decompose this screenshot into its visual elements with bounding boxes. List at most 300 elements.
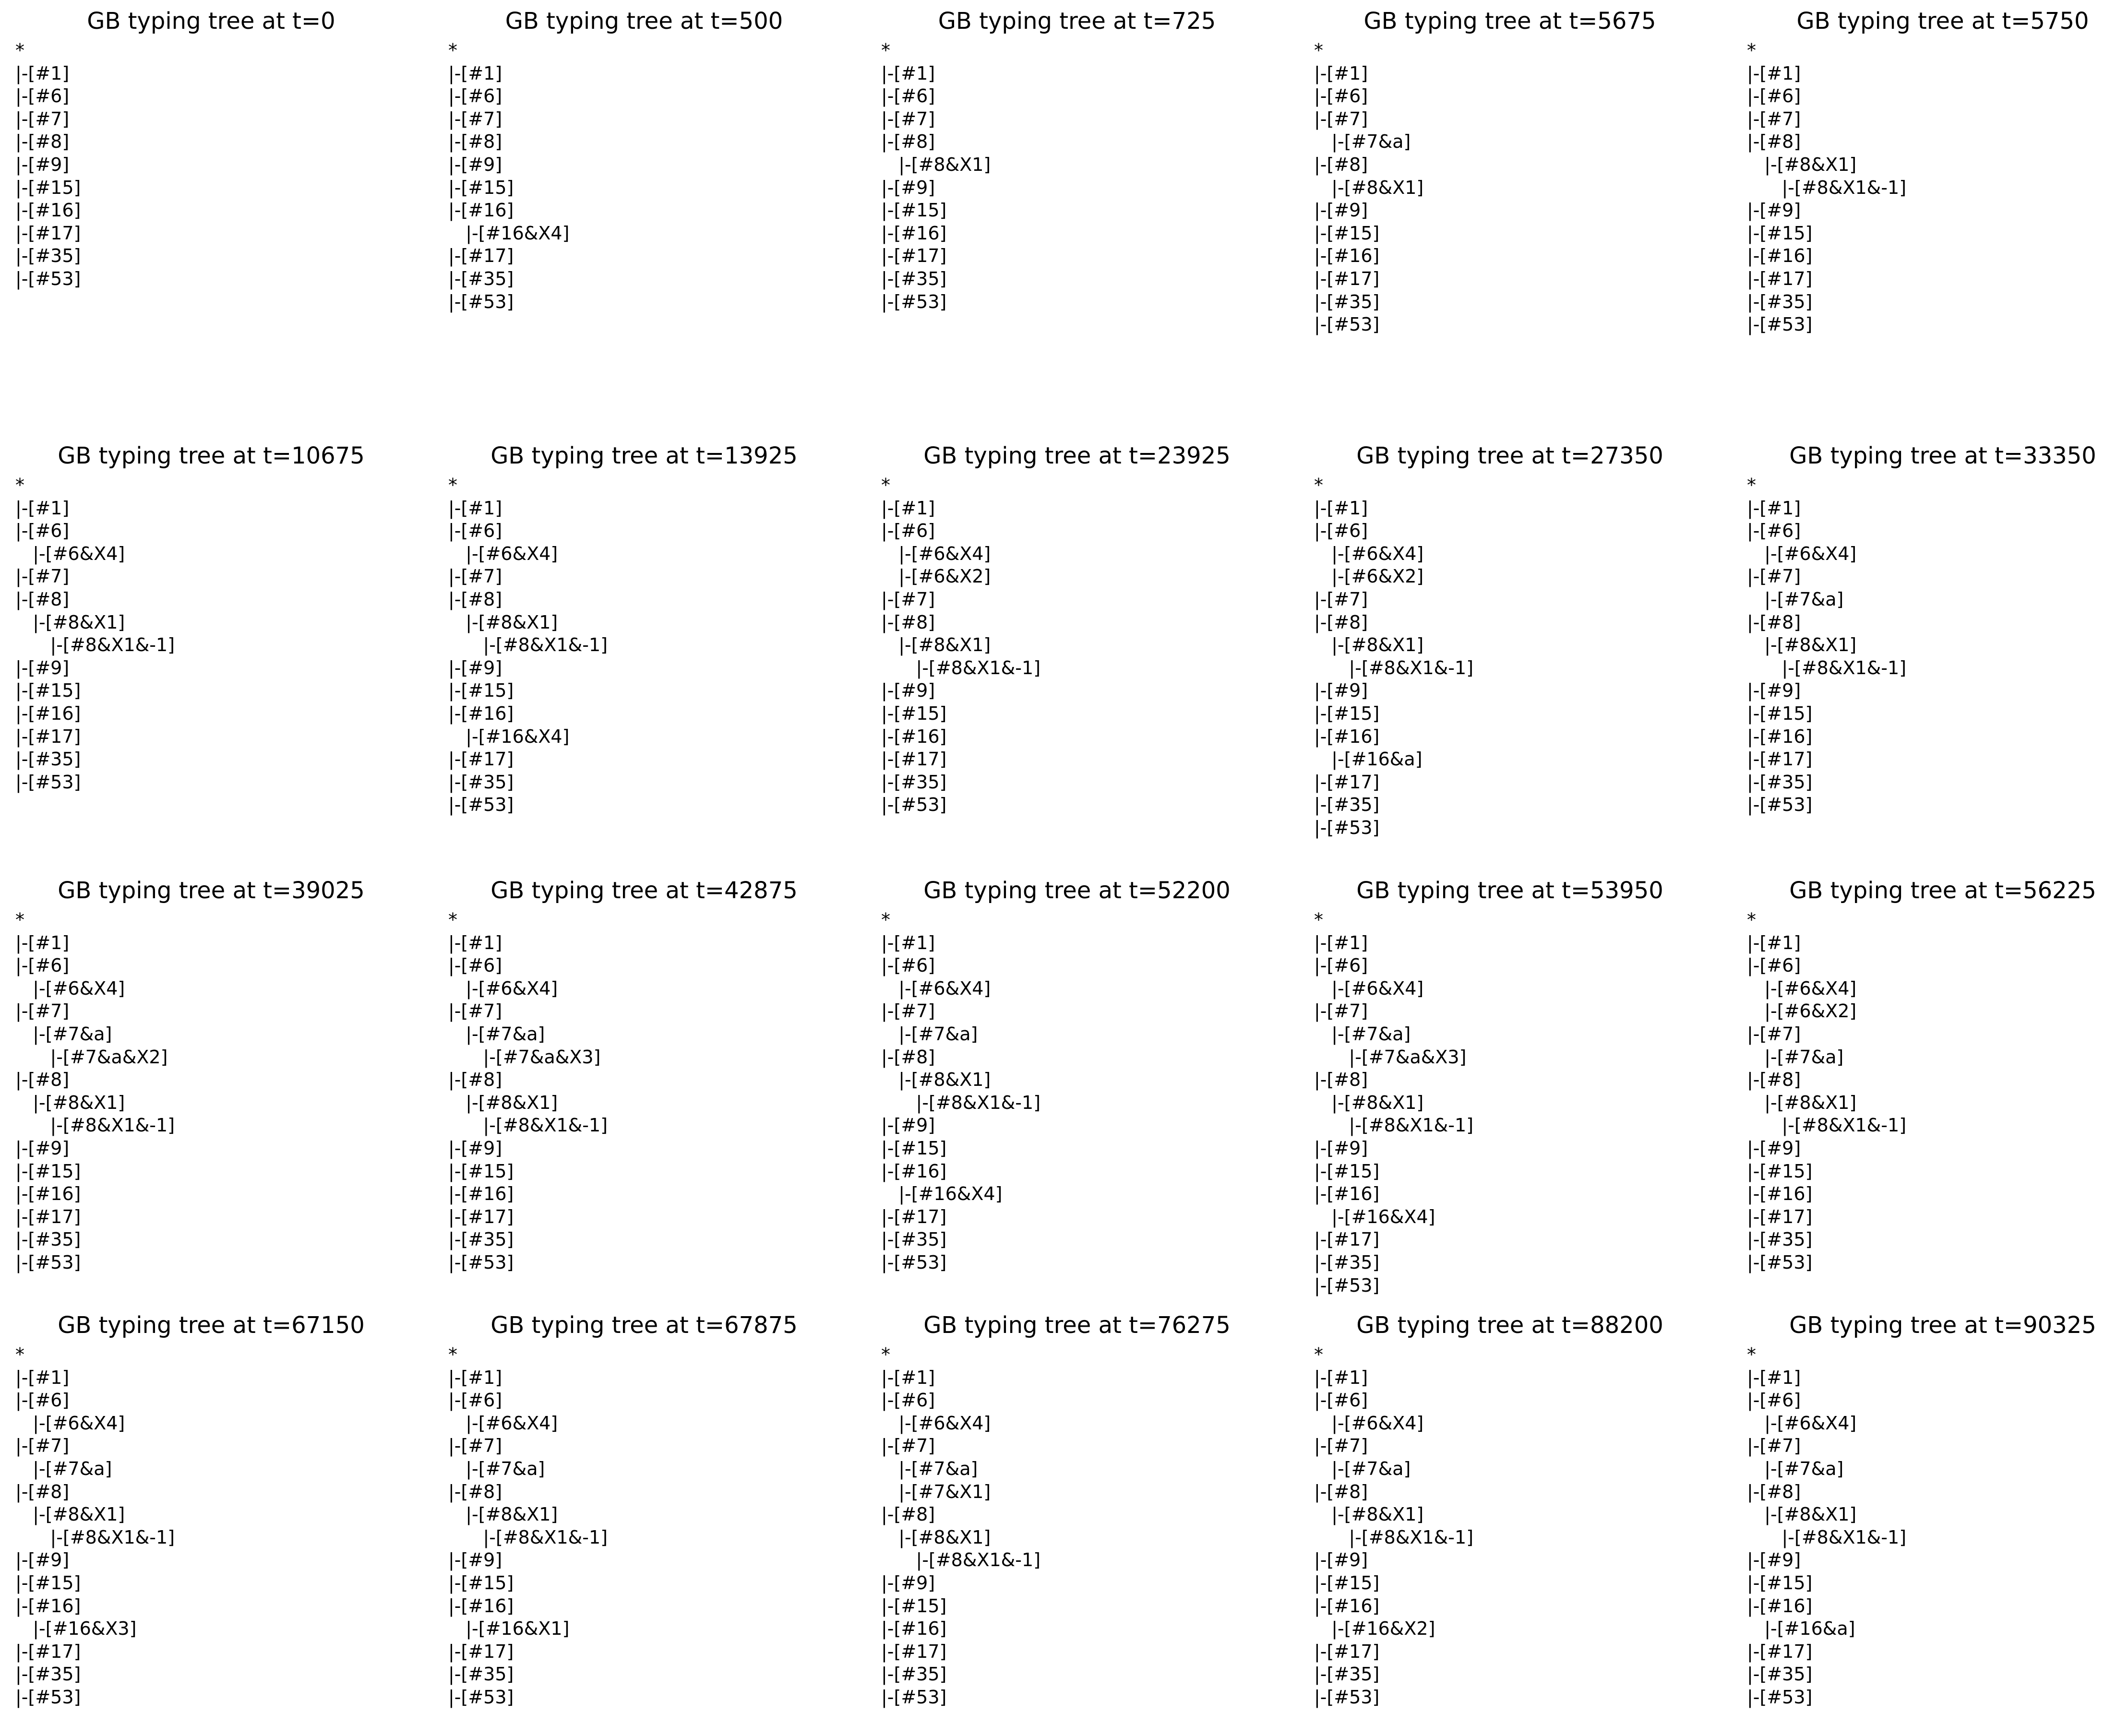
tree-node: |-[#53] (448, 291, 514, 312)
tree-node: |-[#1] (881, 932, 935, 953)
tree-node: |-[#17] (881, 245, 947, 267)
tree-node: |-[#9] (1747, 1549, 1801, 1571)
tree-node: |-[#8] (15, 1481, 70, 1502)
tree-node: |-[#9] (1747, 1137, 1801, 1159)
tree-node: |-[#1] (1747, 932, 1801, 953)
panel-title: GB typing tree at t=67875 (490, 1312, 798, 1339)
tree-list (15, 1344, 175, 1709)
tree-node: |-[#17] (1747, 749, 1813, 770)
tree-node: |-[#8&X1&-1] (1314, 657, 1474, 678)
tree-node: |-[#16] (448, 200, 514, 221)
tree-node: |-[#7&a&X3] (448, 1046, 601, 1068)
tree-node: |-[#17] (1747, 268, 1813, 289)
tree-node: |-[#7&a] (1314, 131, 1411, 153)
tree-node: |-[#8&X1&-1] (15, 1115, 175, 1136)
tree-panel (0, 869, 422, 1301)
tree-panel (1299, 435, 1721, 867)
tree-node: |-[#8&X1&-1] (881, 657, 1041, 678)
tree-node: |-[#8&X1] (1747, 634, 1857, 656)
tree-node: |-[#7&a] (15, 1458, 112, 1479)
tree-node: |-[#1] (1747, 497, 1801, 519)
tree-panel (866, 869, 1288, 1301)
tree-node: * (1314, 475, 1323, 496)
tree-node: |-[#8&X1&-1] (448, 1115, 608, 1136)
tree-node: |-[#8&X1] (15, 1092, 125, 1113)
tree-node: * (448, 40, 457, 61)
tree-panel (866, 0, 1288, 432)
tree-node: |-[#17] (15, 222, 81, 244)
tree-node: |-[#15] (881, 200, 947, 221)
tree-node: |-[#7&a&X2] (15, 1046, 168, 1068)
tree-node: |-[#53] (881, 1251, 947, 1273)
tree-node: * (881, 40, 890, 61)
tree-node: * (1747, 475, 1756, 496)
tree-node: |-[#15] (1314, 1572, 1380, 1593)
tree-node: |-[#6&X4] (1314, 977, 1424, 999)
tree-node: |-[#15] (1314, 1160, 1380, 1182)
tree-node: |-[#53] (1747, 314, 1813, 335)
tree-node: |-[#53] (881, 1686, 947, 1708)
tree-list (881, 39, 991, 313)
tree-node: |-[#8&X1&-1] (15, 1526, 175, 1548)
panel-title: GB typing tree at t=76275 (923, 1312, 1231, 1339)
tree-node: |-[#8&X1] (1314, 1092, 1424, 1113)
tree-node: |-[#7] (881, 108, 935, 130)
tree-node: |-[#9] (448, 657, 502, 678)
tree-node: |-[#53] (448, 794, 514, 816)
tree-node: |-[#6&X4] (1747, 543, 1857, 564)
panel-title: GB typing tree at t=42875 (490, 877, 798, 904)
tree-node: |-[#8] (881, 1504, 935, 1525)
tree-node: |-[#17] (1314, 1641, 1380, 1662)
tree-node: |-[#35] (1747, 1229, 1813, 1250)
tree-node: |-[#8] (448, 1069, 502, 1091)
tree-node: |-[#6] (1747, 85, 1801, 107)
tree-node: |-[#7] (881, 588, 935, 610)
tree-node: * (448, 1344, 457, 1365)
tree-node: |-[#8] (1747, 1481, 1801, 1502)
tree-node: |-[#17] (448, 1206, 514, 1227)
tree-node: |-[#6] (15, 85, 70, 107)
panel-title: GB typing tree at t=39025 (58, 877, 365, 904)
panel-title: GB typing tree at t=23925 (923, 442, 1231, 469)
tree-node: |-[#6&X2] (1314, 566, 1424, 587)
tree-node: |-[#17] (15, 725, 81, 747)
tree-node: |-[#9] (448, 1137, 502, 1159)
tree-node: |-[#16&X4] (881, 1183, 1003, 1205)
tree-node: |-[#53] (1314, 1274, 1380, 1296)
tree-list (1747, 909, 1906, 1274)
tree-node: |-[#35] (1314, 794, 1380, 816)
tree-panel (0, 0, 422, 432)
panel-title: GB typing tree at t=56225 (1789, 877, 2096, 904)
tree-node: |-[#8&X1] (448, 1092, 558, 1113)
tree-node: |-[#1] (15, 1367, 70, 1388)
tree-node: |-[#35] (1314, 291, 1380, 312)
tree-node: |-[#1] (1314, 62, 1368, 84)
tree-node: |-[#53] (15, 771, 81, 793)
tree-node: |-[#1] (448, 497, 502, 519)
tree-node: |-[#35] (881, 771, 947, 793)
tree-node: |-[#6] (1314, 955, 1368, 976)
tree-node: |-[#17] (1314, 1229, 1380, 1250)
tree-node: * (15, 40, 24, 61)
tree-node: |-[#6&X2] (1747, 1000, 1857, 1022)
tree-node: |-[#8&X1] (881, 1069, 991, 1091)
tree-node: |-[#7] (881, 1000, 935, 1022)
tree-node: |-[#9] (881, 680, 935, 702)
tree-node: |-[#9] (15, 657, 70, 678)
tree-node: * (15, 1344, 24, 1365)
tree-node: |-[#15] (1747, 1572, 1813, 1593)
tree-list (1314, 474, 1473, 840)
tree-list (448, 474, 608, 817)
tree-node: |-[#7] (15, 566, 70, 587)
tree-node: |-[#1] (1314, 932, 1368, 953)
tree-node: |-[#35] (15, 749, 81, 770)
tree-node: |-[#7] (1314, 1435, 1368, 1457)
tree-node: |-[#15] (1747, 702, 1813, 724)
tree-node: |-[#6&X4] (448, 543, 558, 564)
tree-node: |-[#35] (448, 268, 514, 289)
tree-node: |-[#15] (881, 1137, 947, 1159)
tree-node: |-[#8&X1] (881, 154, 991, 175)
tree-node: |-[#8] (15, 588, 70, 610)
tree-node: |-[#7] (1747, 108, 1801, 130)
tree-node: |-[#9] (1314, 680, 1368, 702)
tree-node: |-[#9] (1747, 200, 1801, 221)
tree-panel (1299, 0, 1721, 432)
tree-node: |-[#6] (1747, 1390, 1801, 1411)
panel-title: GB typing tree at t=5675 (1363, 8, 1656, 35)
panel-title: GB typing tree at t=13925 (490, 442, 798, 469)
panel-title: GB typing tree at t=67150 (58, 1312, 365, 1339)
tree-node: |-[#17] (881, 1641, 947, 1662)
tree-node: |-[#16] (15, 1183, 81, 1205)
tree-node: |-[#8&X1] (1747, 154, 1857, 175)
tree-node: * (448, 909, 457, 930)
tree-node: |-[#15] (15, 177, 81, 198)
tree-node: |-[#8&X1] (15, 611, 125, 633)
tree-node: |-[#17] (1747, 1206, 1813, 1227)
tree-node: |-[#16] (15, 702, 81, 724)
tree-node: |-[#16] (1314, 725, 1380, 747)
tree-node: |-[#6&X4] (881, 1412, 991, 1434)
tree-node: * (1747, 40, 1756, 61)
tree-node: |-[#35] (1314, 1664, 1380, 1685)
tree-node: * (1747, 909, 1756, 930)
tree-node: |-[#16] (15, 1595, 81, 1617)
tree-node: |-[#1] (448, 62, 502, 84)
tree-node: |-[#15] (1747, 1160, 1813, 1182)
tree-node: |-[#8&X1] (1314, 1504, 1424, 1525)
tree-node: |-[#53] (448, 1686, 514, 1708)
tree-node: |-[#1] (881, 1367, 935, 1388)
tree-node: |-[#7] (881, 1435, 935, 1457)
tree-node: |-[#8&X1] (881, 1526, 991, 1548)
tree-node: |-[#8&X1] (1747, 1504, 1857, 1525)
tree-node: |-[#7] (15, 1000, 70, 1022)
tree-node: |-[#16&X4] (448, 222, 570, 244)
tree-node: |-[#35] (448, 1664, 514, 1685)
tree-node: |-[#53] (1747, 1251, 1813, 1273)
tree-node: |-[#6] (448, 85, 502, 107)
tree-node: |-[#6&X4] (881, 543, 991, 564)
tree-node: |-[#35] (1747, 1664, 1813, 1685)
tree-node: |-[#9] (1314, 1137, 1368, 1159)
tree-node: |-[#16&a] (1747, 1618, 1855, 1640)
tree-panel (1299, 1304, 1721, 1736)
tree-node: |-[#16] (1747, 1595, 1813, 1617)
tree-node: |-[#8] (448, 588, 502, 610)
tree-node: |-[#6] (1747, 955, 1801, 976)
tree-node: |-[#6] (881, 955, 935, 976)
tree-list (1747, 39, 1906, 336)
tree-node: |-[#16&X3] (15, 1618, 137, 1640)
tree-node: |-[#53] (15, 1686, 81, 1708)
panel-title: GB typing tree at t=500 (505, 8, 783, 35)
tree-node: |-[#35] (881, 268, 947, 289)
tree-node: |-[#7] (1314, 108, 1368, 130)
tree-node: |-[#6&X4] (1314, 1412, 1424, 1434)
panel-title: GB typing tree at t=52200 (923, 877, 1231, 904)
tree-node: |-[#53] (448, 1251, 514, 1273)
tree-node: |-[#53] (1747, 794, 1813, 816)
tree-node: |-[#8&X1] (1314, 177, 1424, 198)
tree-node: |-[#8&X1&-1] (881, 1092, 1041, 1113)
tree-node: |-[#53] (881, 291, 947, 312)
tree-node: |-[#8&X1] (1747, 1092, 1857, 1113)
tree-node: |-[#15] (15, 1160, 81, 1182)
tree-node: |-[#9] (15, 154, 70, 175)
tree-node: |-[#15] (15, 680, 81, 702)
tree-node: * (881, 909, 890, 930)
tree-node: |-[#9] (15, 1137, 70, 1159)
tree-node: |-[#7] (15, 108, 70, 130)
tree-node: * (1314, 40, 1323, 61)
tree-node: |-[#7] (1314, 588, 1368, 610)
tree-node: * (1314, 1344, 1323, 1365)
tree-node: |-[#35] (881, 1664, 947, 1685)
tree-panel (866, 1304, 1288, 1736)
tree-node: |-[#16] (881, 1160, 947, 1182)
tree-node: |-[#9] (1314, 200, 1368, 221)
tree-list (448, 39, 569, 313)
tree-node: |-[#16] (1314, 1183, 1380, 1205)
tree-node: |-[#8] (881, 1046, 935, 1068)
tree-node: |-[#8&X1] (15, 1504, 125, 1525)
tree-node: |-[#8&X1&-1] (881, 1549, 1041, 1571)
tree-node: |-[#6&X4] (448, 1412, 558, 1434)
tree-node: |-[#6] (881, 85, 935, 107)
tree-node: * (881, 475, 890, 496)
tree-node: |-[#35] (1314, 1251, 1380, 1273)
panel-title: GB typing tree at t=27350 (1356, 442, 1663, 469)
tree-node: |-[#9] (1314, 1549, 1368, 1571)
tree-node: * (15, 475, 24, 496)
tree-node: |-[#17] (881, 749, 947, 770)
tree-node: |-[#7] (1747, 1023, 1801, 1045)
tree-node: |-[#53] (1747, 1686, 1813, 1708)
panel-title: GB typing tree at t=0 (87, 8, 335, 35)
tree-node: |-[#35] (448, 1229, 514, 1250)
tree-list (15, 909, 175, 1274)
tree-node: |-[#6&X4] (1747, 977, 1857, 999)
tree-node: * (448, 475, 457, 496)
tree-node: * (15, 909, 24, 930)
tree-node: |-[#7&a] (1314, 1023, 1411, 1045)
tree-node: |-[#16] (1747, 245, 1813, 267)
tree-panel (433, 1304, 855, 1736)
tree-node: |-[#7&a] (1314, 1458, 1411, 1479)
tree-node: |-[#7&X1] (881, 1481, 991, 1502)
tree-node: |-[#6] (15, 955, 70, 976)
tree-node: |-[#9] (448, 1549, 502, 1571)
tree-node: |-[#9] (448, 154, 502, 175)
tree-node: |-[#7] (448, 108, 502, 130)
panel-title: GB typing tree at t=90325 (1789, 1312, 2096, 1339)
tree-list (1747, 1344, 1906, 1709)
tree-panel (1732, 1304, 2116, 1736)
tree-node: |-[#8&X1] (448, 611, 558, 633)
tree-list (1314, 39, 1423, 336)
tree-node: |-[#6] (448, 520, 502, 542)
tree-node: |-[#16&X2] (1314, 1618, 1435, 1640)
tree-node: |-[#17] (15, 1206, 81, 1227)
tree-node: |-[#16] (15, 200, 81, 221)
tree-list (1747, 474, 1906, 817)
tree-node: |-[#53] (1314, 817, 1380, 838)
tree-node: |-[#8&X1] (881, 634, 991, 656)
tree-node: |-[#1] (15, 932, 70, 953)
tree-node: |-[#15] (448, 1572, 514, 1593)
tree-node: |-[#17] (448, 1641, 514, 1662)
tree-node: |-[#15] (881, 1595, 947, 1617)
tree-node: |-[#16&X4] (1314, 1206, 1435, 1227)
tree-node: |-[#8] (1314, 611, 1368, 633)
tree-node: |-[#1] (15, 62, 70, 84)
tree-node: |-[#8&X1&-1] (1747, 177, 1907, 198)
tree-node: |-[#8&X1&-1] (448, 634, 608, 656)
tree-node: * (1747, 1344, 1756, 1365)
panel-title: GB typing tree at t=10675 (58, 442, 365, 469)
tree-list (881, 909, 1040, 1274)
tree-node: |-[#17] (448, 245, 514, 267)
tree-node: |-[#1] (448, 1367, 502, 1388)
tree-list (448, 1344, 608, 1709)
tree-panel (1732, 435, 2116, 867)
tree-node: |-[#7] (1747, 1435, 1801, 1457)
tree-node: |-[#8] (15, 1069, 70, 1091)
tree-list (1314, 909, 1473, 1297)
tree-node: |-[#6] (448, 1390, 502, 1411)
tree-node: * (1314, 909, 1323, 930)
tree-node: |-[#17] (1314, 268, 1380, 289)
tree-node: |-[#15] (881, 702, 947, 724)
tree-node: |-[#8] (1314, 1481, 1368, 1502)
panel-title: GB typing tree at t=88200 (1356, 1312, 1663, 1339)
tree-node: |-[#7] (15, 1435, 70, 1457)
tree-node: |-[#16&a] (1314, 749, 1423, 770)
tree-node: |-[#8] (15, 131, 70, 153)
tree-node: |-[#17] (1747, 1641, 1813, 1662)
tree-node: |-[#1] (881, 497, 935, 519)
tree-node: |-[#1] (881, 62, 935, 84)
tree-node: |-[#53] (1314, 1686, 1380, 1708)
tree-panel (0, 435, 422, 867)
tree-node: |-[#35] (15, 245, 81, 267)
tree-node: * (881, 1344, 890, 1365)
panel-title: GB typing tree at t=33350 (1789, 442, 2096, 469)
tree-node: |-[#6] (1747, 520, 1801, 542)
tree-node: |-[#16] (448, 1183, 514, 1205)
tree-node: |-[#35] (1747, 291, 1813, 312)
tree-node: |-[#15] (1314, 702, 1380, 724)
tree-node: |-[#7&a] (881, 1458, 978, 1479)
tree-node: |-[#7&a] (448, 1023, 545, 1045)
tree-node: |-[#17] (15, 1641, 81, 1662)
panel-title: GB typing tree at t=53950 (1356, 877, 1663, 904)
tree-node: |-[#8&X1&-1] (1314, 1526, 1474, 1548)
tree-node: |-[#8&X1&-1] (15, 634, 175, 656)
tree-node: |-[#8] (448, 131, 502, 153)
tree-list (15, 474, 175, 794)
tree-node: |-[#6&X4] (1747, 1412, 1857, 1434)
tree-node: |-[#16] (881, 725, 947, 747)
tree-node: |-[#8&X1&-1] (1747, 1526, 1907, 1548)
tree-node: |-[#53] (15, 1251, 81, 1273)
tree-node: |-[#8] (881, 131, 935, 153)
tree-node: |-[#6&X4] (448, 977, 558, 999)
tree-node: |-[#8] (1747, 1069, 1801, 1091)
tree-node: |-[#16] (1314, 1595, 1380, 1617)
tree-node: |-[#6&X4] (15, 1412, 125, 1434)
tree-panel (433, 0, 855, 432)
tree-node: |-[#8&X1&-1] (1747, 1115, 1907, 1136)
tree-node: |-[#1] (15, 497, 70, 519)
tree-node: |-[#6] (881, 1390, 935, 1411)
tree-node: |-[#8&X1&-1] (1747, 657, 1907, 678)
tree-panel (866, 435, 1288, 867)
tree-node: |-[#8&X1] (1314, 634, 1424, 656)
tree-node: |-[#17] (1314, 771, 1380, 793)
tree-list (881, 1344, 1040, 1709)
panel-title: GB typing tree at t=5750 (1796, 8, 2089, 35)
tree-node: |-[#6] (1314, 85, 1368, 107)
tree-node: |-[#6] (1314, 1390, 1368, 1411)
tree-node: |-[#7] (1747, 566, 1801, 587)
tree-node: |-[#35] (448, 771, 514, 793)
tree-node: |-[#6] (881, 520, 935, 542)
tree-node: |-[#1] (1314, 1367, 1368, 1388)
tree-node: |-[#16&X4] (448, 725, 570, 747)
tree-node: |-[#35] (1747, 771, 1813, 793)
tree-node: |-[#53] (1314, 314, 1380, 335)
tree-node: |-[#16] (1747, 725, 1813, 747)
tree-node: |-[#6&X4] (15, 977, 125, 999)
tree-node: |-[#35] (881, 1229, 947, 1250)
tree-panel (0, 1304, 422, 1736)
tree-panel (1732, 869, 2116, 1301)
tree-node: |-[#15] (15, 1572, 81, 1593)
tree-node: |-[#1] (448, 932, 502, 953)
tree-node: |-[#16&X1] (448, 1618, 570, 1640)
tree-node: |-[#8] (1314, 154, 1368, 175)
tree-node: |-[#6] (1314, 520, 1368, 542)
tree-node: |-[#7] (448, 1435, 502, 1457)
tree-node: |-[#17] (448, 749, 514, 770)
tree-node: |-[#35] (15, 1229, 81, 1250)
